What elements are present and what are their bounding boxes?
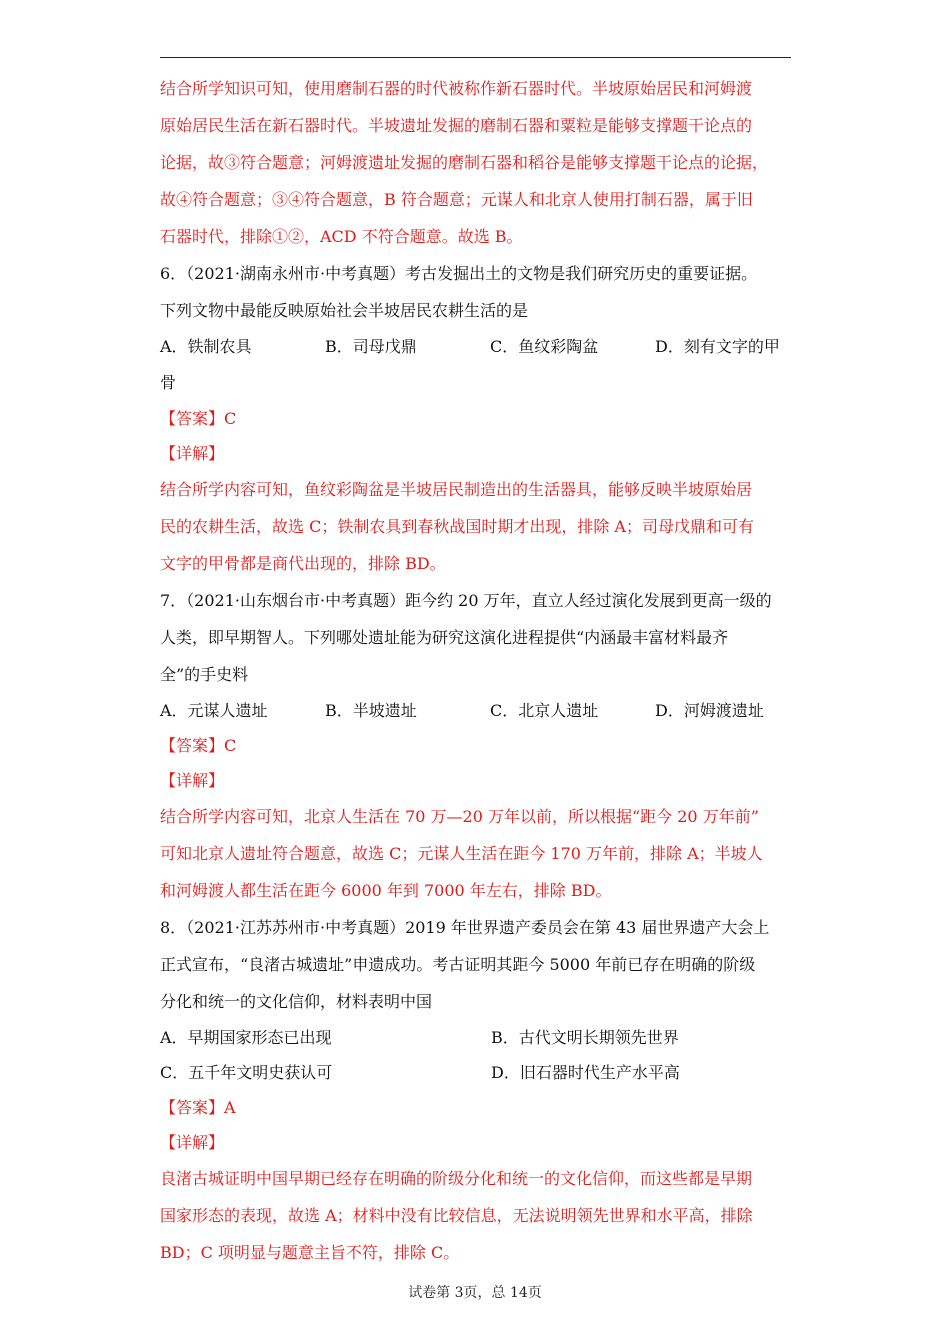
question-stem: 6．（2021·湖南永州市·中考真题）考古发掘出土的文物是我们研究历史的重要证据。: [160, 264, 758, 283]
detail-line: 结合所学知识可知，使用磨制石器的时代被称作新石器时代。半坡原始居民和河姆渡: [160, 79, 753, 98]
option-wrap: 骨: [160, 373, 177, 392]
answer-label: 【答案】C: [160, 409, 237, 428]
option-b: B．古代文明长期领先世界: [491, 1028, 679, 1047]
question-6: [160, 255, 791, 582]
option-b: B．半坡遗址: [325, 701, 417, 720]
question-7: [160, 582, 791, 909]
detail-line: 石器时代，排除①②，ACD 不符合题意。故选 B。: [160, 227, 523, 246]
answer-label: 【答案】C: [160, 736, 237, 755]
detail-line: 民的农耕生活，故选 C；铁制农具到春秋战国时期才出现，排除 A；司母戊鼎和可有: [160, 517, 754, 536]
question-stem: 8．（2021·江苏苏州市·中考真题）2019 年世界遗产委员会在第 43 届世界遗产大会上: [160, 918, 770, 937]
detail-line: 故④符合题意；③④符合题意，B 符合题意；元谋人和北京人使用打制石器，属于旧: [160, 190, 753, 209]
detail-line: 文字的甲骨都是商代出现的，排除 BD。: [160, 554, 446, 573]
option-d: D．旧石器时代生产水平高: [491, 1063, 680, 1082]
detail-label: 【详解】: [160, 771, 225, 790]
answer-label: 【答案】A: [160, 1098, 236, 1117]
option-a: A．早期国家形态已出现: [160, 1028, 332, 1047]
header-rule: [160, 57, 791, 58]
detail-line: 良渚古城证明中国早期已经存在明确的阶级分化和统一的文化信仰，而这些都是早期: [160, 1169, 753, 1188]
option-a: A．铁制农具: [160, 337, 252, 356]
q5-detail: [160, 70, 791, 255]
detail-line: 原始居民生活在新石器时代。半坡遗址发掘的磨制石器和粟粒是能够支撑题干论点的: [160, 116, 753, 135]
question-stem: 分化和统一的文化信仰，材料表明中国: [160, 992, 433, 1011]
options-row: [160, 693, 791, 728]
detail-label: 【详解】: [160, 444, 225, 463]
question-stem: 下列文物中最能反映原始社会半坡居民农耕生活的是: [160, 301, 529, 320]
detail-line: 结合所学内容可知，鱼纹彩陶盆是半坡居民制造出的生活器具，能够反映半坡原始居: [160, 480, 753, 499]
option-b: B．司母戊鼎: [325, 337, 417, 356]
question-stem: 人类，即早期智人。下列哪处遗址能为研究这演化进程提供“内涵最丰富材料最齐: [160, 628, 729, 647]
option-d: D．刻有文字的甲: [655, 337, 780, 356]
page-content: [160, 70, 791, 1271]
option-a: A．元谋人遗址: [160, 701, 268, 720]
options-row: [160, 329, 791, 364]
question-8: [160, 909, 791, 1271]
option-c: C．北京人遗址: [490, 701, 599, 720]
detail-line: 国家形态的表现，故选 A；材料中没有比较信息，无法说明领先世界和水平高，排除: [160, 1206, 753, 1225]
option-c: C．五千年文明史获认可: [160, 1063, 333, 1082]
detail-line: BD；C 项明显与题意主旨不符，排除 C。: [160, 1243, 460, 1262]
detail-line: 结合所学内容可知，北京人生活在 70 万—20 万年以前，所以根据“距今 20 万年前”: [160, 807, 759, 826]
detail-line: 可知北京人遗址符合题意，故选 C；元谋人生活在距今 170 万年前，排除 A；半坡人: [160, 844, 763, 863]
options-row: [160, 1020, 791, 1055]
detail-line: 和河姆渡人都生活在距今 6000 年到 7000 年左右，排除 BD。: [160, 881, 612, 900]
option-d: D．河姆渡遗址: [655, 701, 764, 720]
options-row: [160, 1055, 791, 1090]
question-stem: 全”的手史料: [160, 665, 249, 684]
page-footer: 试卷第 3页，总 14页: [408, 1285, 542, 1301]
question-stem: 正式宣布，“良渚古城遗址”申遗成功。考古证明其距今 5000 年前已存在明确的阶级: [160, 955, 756, 974]
question-stem: 7．（2021·山东烟台市·中考真题）距今约 20 万年，直立人经过演化发展到更高一级的: [160, 591, 772, 610]
detail-label: 【详解】: [160, 1133, 225, 1152]
detail-line: 论据，故③符合题意；河姆渡遗址发掘的磨制石器和稻谷是能够支撑题干论点的论据，: [160, 153, 769, 172]
option-c: C．鱼纹彩陶盆: [490, 337, 599, 356]
